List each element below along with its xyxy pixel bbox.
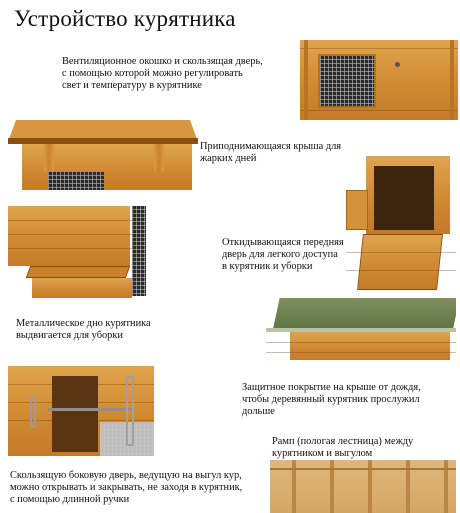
vent-photo: [300, 40, 458, 120]
ramp-photo: [270, 460, 456, 513]
roof-photo: [8, 120, 198, 190]
front-door-caption: Откидывающаяся передняя дверь для легкого доступа в курятник и уборки: [222, 237, 344, 273]
metal-floor-caption: Металлическое дно курятника выдвигается для уборки: [16, 318, 151, 342]
roof-caption: Приподнимающаяся крыша для жарких дней: [200, 141, 342, 165]
page-title: Устройство курятника: [14, 6, 236, 31]
roof-coating-photo: [266, 298, 456, 360]
side-door-caption: Скользящую боковую дверь, ведущую на выгул кур, можно открывать и закрывать, не заходя в курятник, с помощью длинной ручки: [10, 470, 243, 506]
open-door-photo: [346, 156, 456, 292]
ramp-caption: Рамп (пологая лестница) между курятником и выгулом: [272, 436, 414, 460]
vent-caption: Вентиляционное окошко и скользящая дверь, с помощью которой можно регулировать свет и температуру в курятнике: [62, 56, 263, 92]
coating-caption: Защитное покрытие на крыше от дождя, чтобы деревянный курятник прослужил дольше: [242, 382, 421, 418]
side-door-photo: [8, 366, 154, 456]
front-door-photo: [8, 206, 146, 298]
